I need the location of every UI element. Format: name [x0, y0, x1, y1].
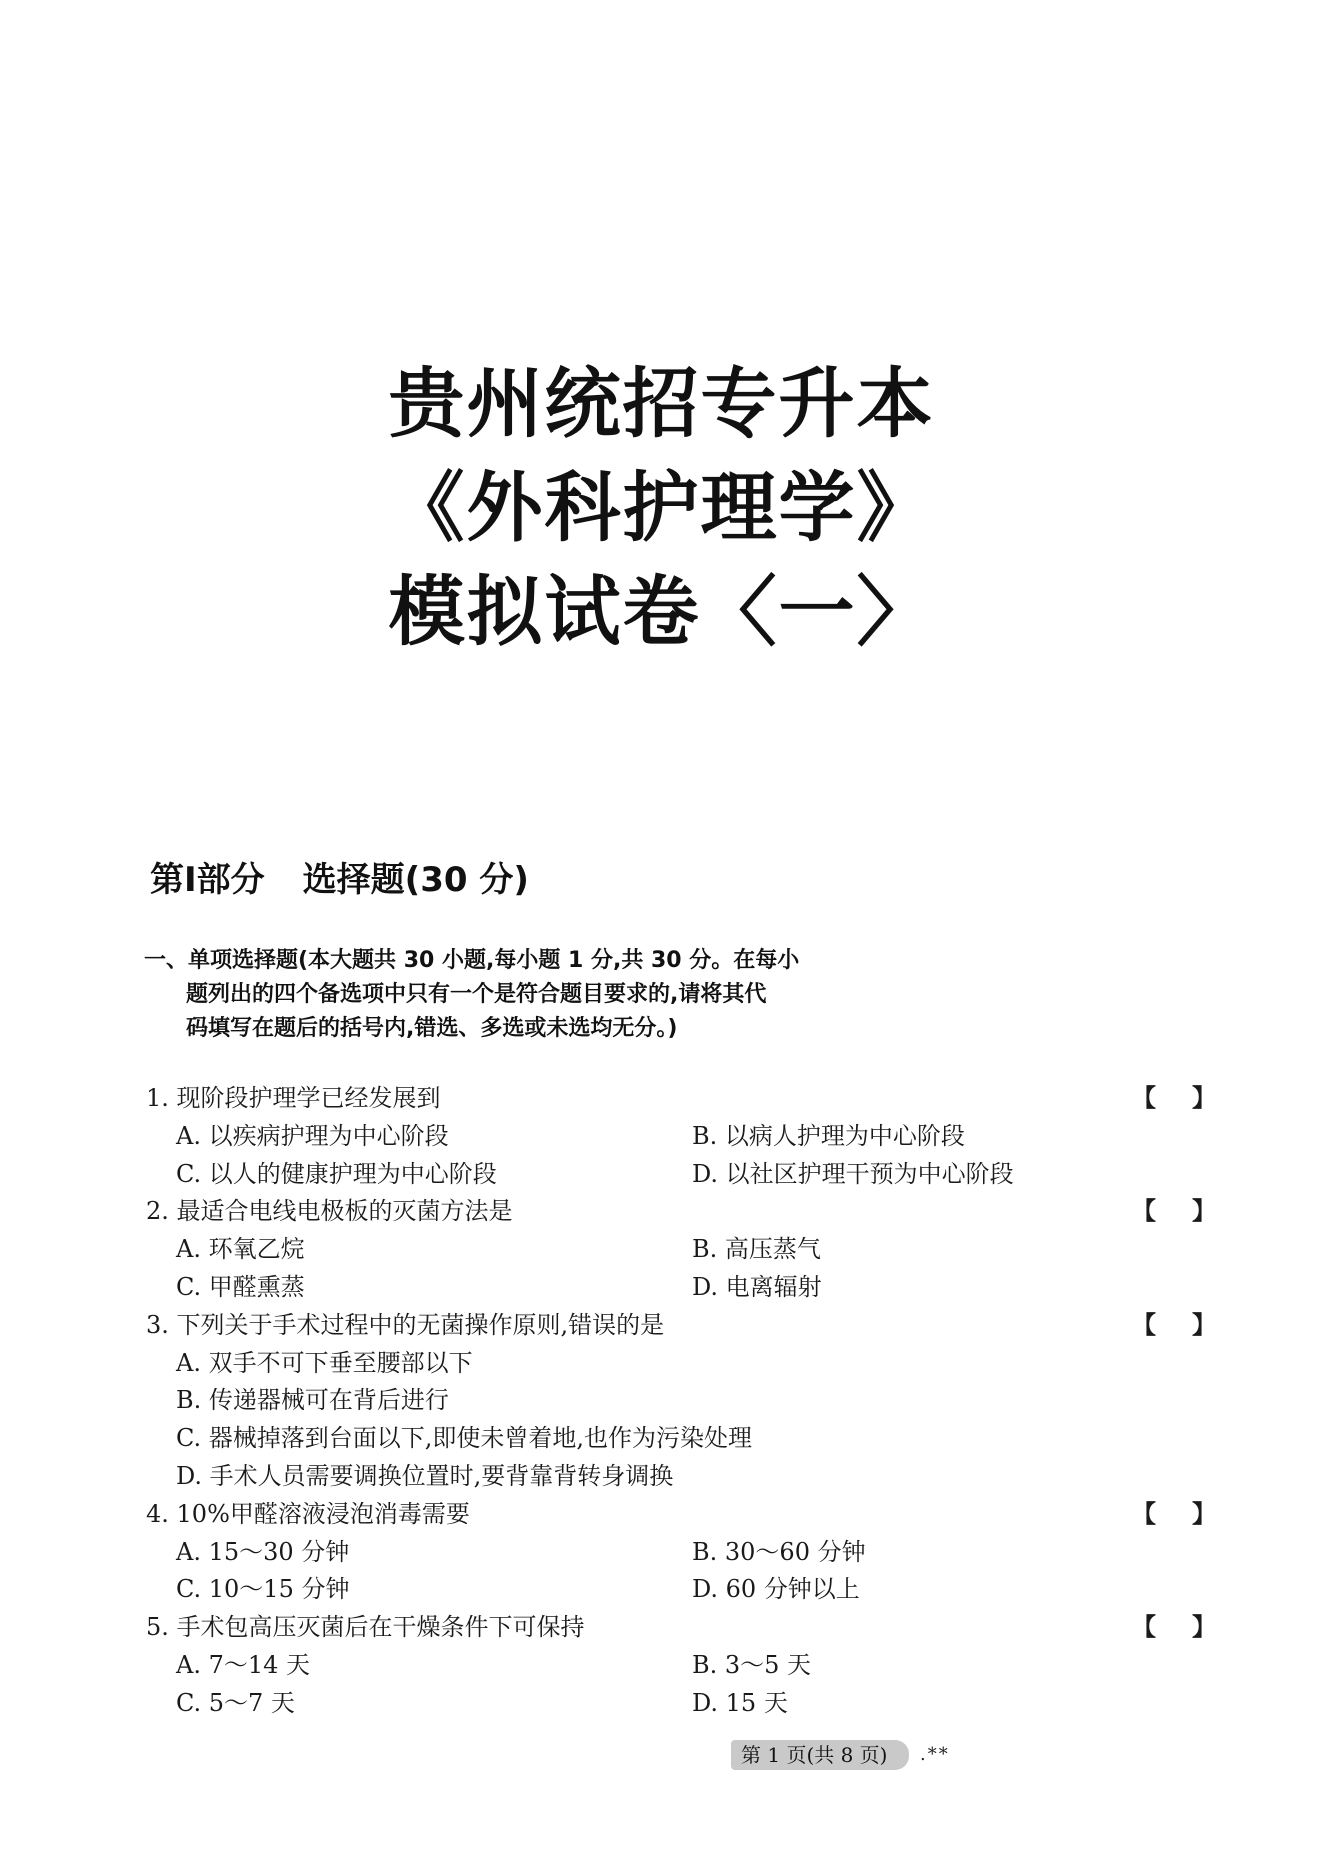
option-b: B. 传递器械可在背后进行 [176, 1386, 449, 1415]
bracket-close: 】 [1192, 1613, 1216, 1642]
page-number-label: 第 1 页(共 8 页) [741, 1743, 888, 1767]
answer-bracket[interactable] [1132, 1307, 1216, 1345]
part-label: 第Ⅰ部分 [150, 860, 265, 900]
bracket-open: 【 [1132, 1499, 1156, 1528]
option-d: D. 电离辐射 [692, 1272, 822, 1301]
question-stem: 4. 10%甲醛溶液浸泡消毒需要 [146, 1499, 470, 1528]
option-c: C. 以人的健康护理为中心阶段 [176, 1159, 497, 1188]
question-stem: 1. 现阶段护理学已经发展到 [146, 1084, 441, 1112]
option-b: B. 高压蒸气 [692, 1235, 821, 1264]
question-2 [146, 1193, 1216, 1306]
instructions-line-2: 题列出的四个备选项中只有一个是符合题目要求的,请将其代 [186, 982, 767, 1007]
question-4 [146, 1496, 1216, 1609]
part-name: 选择题(30 分) [302, 860, 529, 900]
answer-bracket[interactable] [1132, 1609, 1216, 1647]
part-heading [150, 856, 529, 904]
question-list [146, 1080, 1216, 1723]
option-d: D. 15 天 [692, 1688, 788, 1717]
answer-bracket[interactable] [1132, 1496, 1216, 1534]
bracket-close: 】 [1192, 1084, 1216, 1112]
bracket-open: 【 [1132, 1197, 1156, 1226]
bracket-open: 【 [1132, 1613, 1156, 1642]
instructions-line-1: 一、单项选择题(本大题共 30 小题,每小题 1 分,共 30 分。在每小 [144, 948, 800, 973]
bracket-close: 】 [1192, 1197, 1216, 1226]
option-d: D. 以社区护理干预为中心阶段 [692, 1159, 1014, 1188]
title-line-1: 贵州统招专升本 [388, 359, 935, 448]
question-stem: 5. 手术包高压灭菌后在干燥条件下可保持 [146, 1613, 585, 1642]
option-c: C. 10～15 分钟 [176, 1575, 350, 1604]
option-a: A. 环氧乙烷 [176, 1235, 305, 1264]
section-instructions [144, 944, 964, 1046]
question-1 [146, 1080, 1216, 1193]
option-b: B. 以病人护理为中心阶段 [692, 1121, 965, 1150]
exam-title [0, 352, 1323, 664]
option-b: B. 3～5 天 [692, 1650, 812, 1679]
instructions-line-3: 码填写在题后的括号内,错选、多选或未选均无分。) [186, 1016, 678, 1041]
question-3 [146, 1307, 1216, 1496]
bracket-close: 】 [1192, 1310, 1216, 1339]
title-line-2: 《外科护理学》 [388, 463, 935, 552]
option-d: D. 60 分钟以上 [692, 1575, 860, 1604]
option-d: D. 手术人员需要调换位置时,要背靠背转身调换 [176, 1461, 674, 1490]
title-line-3: 模拟试卷〈一〉 [388, 567, 935, 656]
page-number-tab [731, 1740, 909, 1770]
option-a: A. 以疾病护理为中心阶段 [176, 1121, 449, 1150]
question-5 [146, 1609, 1216, 1722]
option-a: A. 7～14 天 [176, 1650, 311, 1679]
option-c: C. 器械掉落到台面以下,即使未曾着地,也作为污染处理 [176, 1424, 753, 1453]
option-a: A. 15～30 分钟 [176, 1537, 350, 1566]
answer-bracket[interactable] [1132, 1080, 1216, 1118]
option-c: C. 甲醛熏蒸 [176, 1272, 305, 1301]
option-b: B. 30～60 分钟 [692, 1537, 866, 1566]
question-stem: 3. 下列关于手术过程中的无菌操作原则,错误的是 [146, 1310, 665, 1339]
option-c: C. 5～7 天 [176, 1688, 295, 1717]
bracket-open: 【 [1132, 1084, 1156, 1112]
footer-marks: .** [920, 1744, 950, 1765]
bracket-open: 【 [1132, 1310, 1156, 1339]
answer-bracket[interactable] [1132, 1193, 1216, 1231]
question-stem: 2. 最适合电线电极板的灭菌方法是 [146, 1197, 513, 1226]
bracket-close: 】 [1192, 1499, 1216, 1528]
option-a: A. 双手不可下垂至腰部以下 [176, 1348, 473, 1377]
